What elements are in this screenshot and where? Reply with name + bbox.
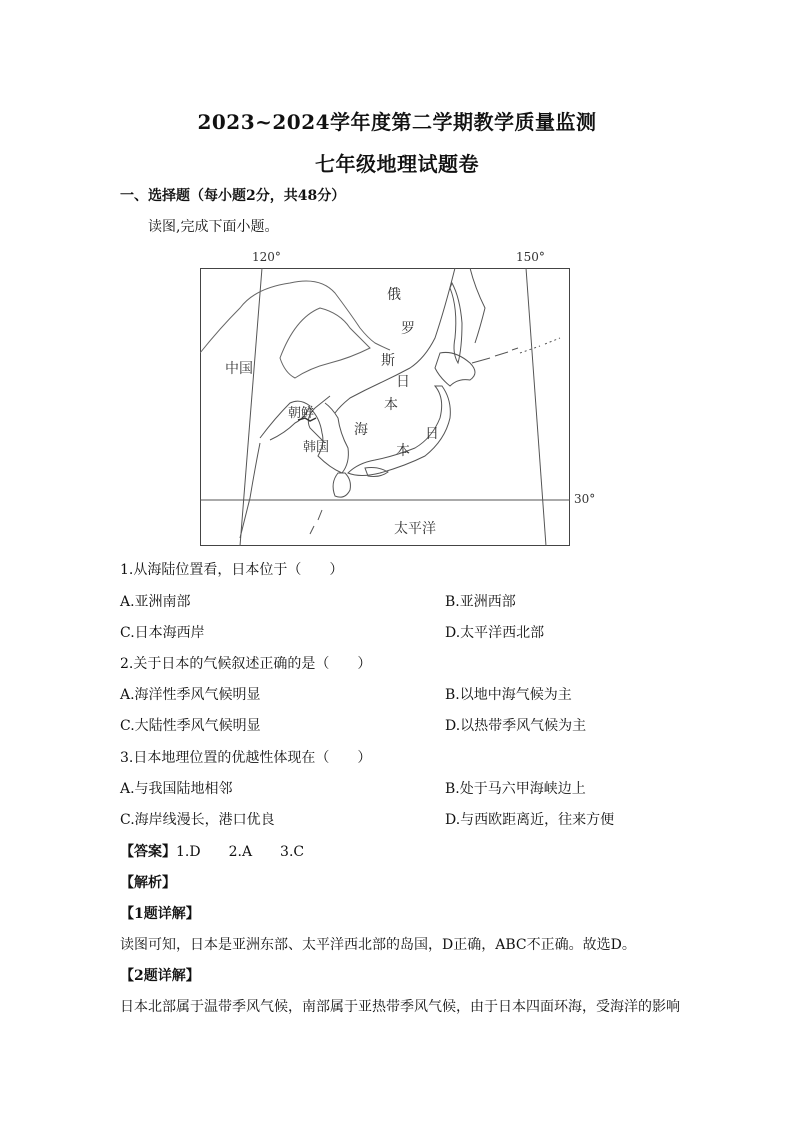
- question-3-option-b: B.处于马六甲海峡边上: [445, 781, 586, 797]
- map-label-japan-2: 本: [396, 443, 410, 459]
- latitude-30-label: 30°: [574, 492, 596, 506]
- map-label-china: 中国: [225, 361, 253, 377]
- question-1-option-d: D.太平洋西北部: [445, 625, 545, 641]
- question-2-option-c: C.大陆性季风气候明显: [120, 718, 261, 734]
- map-label-pacific: 太平洋: [394, 521, 436, 537]
- map-label-sea-1: 日: [396, 374, 410, 390]
- analysis-label: 【解析】: [120, 875, 176, 891]
- longitude-120-label: 120°: [252, 250, 281, 264]
- question-1-option-b: B.亚洲西部: [445, 594, 516, 610]
- map-label-south-korea: 韩国: [303, 440, 330, 455]
- answer-line: [120, 842, 304, 862]
- question-2-option-b: B.以地中海气候为主: [445, 687, 572, 703]
- document-title: 2023~2024学年度第二学期教学质量监测: [197, 110, 597, 134]
- question-2-option-d: D.以热带季风气候为主: [445, 718, 587, 734]
- instruction-text: 读图,完成下面小题。: [148, 219, 279, 235]
- question-3-stem: 3.日本地理位置的优越性体现在（ ）: [120, 750, 372, 766]
- q1-detail-text: 读图可知，日本是亚洲东部、太平洋西北部的岛国，D正确，ABC不正确。故选D。: [120, 937, 636, 953]
- question-2-option-a: A.海洋性季风气候明显: [120, 687, 261, 703]
- document-subtitle: 七年级地理试题卷: [315, 152, 479, 176]
- q1-detail-label: 【1题详解】: [120, 906, 200, 922]
- question-3-option-c: C.海岸线漫长，港口优良: [120, 812, 275, 828]
- answer-label: 【答案】: [120, 844, 176, 860]
- map-label-north-korea: 朝鲜: [288, 406, 315, 421]
- longitude-150-label: 150°: [516, 250, 545, 264]
- question-1-option-a: A.亚洲南部: [120, 594, 191, 610]
- question-3-option-d: D.与西欧距离近，往来方便: [445, 812, 615, 828]
- map-label-russia-2: 罗: [401, 321, 415, 337]
- section-heading: 一、选择题（每小题2分，共48分）: [120, 188, 346, 204]
- map-label-japan-1: 日: [425, 426, 439, 442]
- map-label-sea-3: 海: [354, 422, 368, 438]
- map-label-russia-3: 斯: [381, 353, 395, 369]
- answer-values: 1.D 2.A 3.C: [176, 844, 305, 860]
- map-label-russia-1: 俄: [387, 287, 401, 303]
- map-label-sea-2: 本: [384, 397, 398, 413]
- question-1-stem: 1.从海陆位置看，日本位于（ ）: [120, 562, 344, 578]
- question-3-option-a: A.与我国陆地相邻: [120, 781, 233, 797]
- question-1-option-c: C.日本海西岸: [120, 625, 205, 641]
- q2-detail-text: 日本北部属于温带季风气候，南部属于亚热带季风气候，由于日本四面环海，受海洋的影响: [120, 999, 680, 1015]
- q2-detail-label: 【2题详解】: [120, 968, 200, 984]
- map-figure: [200, 250, 596, 546]
- question-2-stem: 2.关于日本的气候叙述正确的是（ ）: [120, 656, 372, 672]
